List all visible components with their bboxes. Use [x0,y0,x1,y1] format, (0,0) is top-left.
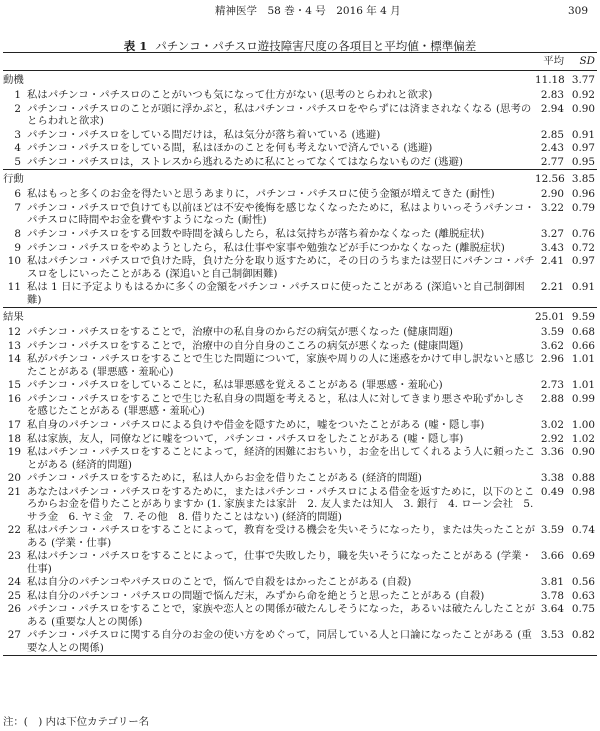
item-mean: 3.59 [540,326,564,339]
page-number: 309 [568,5,589,17]
item-mean: 3.02 [540,418,564,431]
item-sd: 0.91 [571,281,595,294]
item-text: 私はパチンコ・パチスロで負けた時，負けた分を取り返すために，その日のうちまたは翌日にパチンコ・パチスロをしにいったことがある (深追いと自己制御困難) [27,255,535,280]
item-number: 23 [7,550,21,563]
table-row [3,89,597,103]
item-number: 20 [7,472,21,485]
table-row [3,603,597,629]
item-mean: 3.62 [540,339,564,352]
item-sd: 0.88 [571,472,595,485]
item-mean: 2.88 [540,392,564,405]
item-mean: 2.77 [540,155,564,168]
running-head [0,0,600,20]
mean-column-header: 平均 [535,53,568,71]
item-sd: 0.97 [571,255,595,268]
table-row [3,419,597,433]
item-mean: 3.38 [540,472,564,485]
item-text: 私は 1 日に予定よりもはるかに多くの金額をパチンコ・パチスロに使ったことがある (深追いと自己制御困難) [27,281,525,306]
item-text: パチンコ・パチスロをしている間だけは，私は気分が落ち着いている (逃避) [27,128,381,141]
section-mean: 12.56 [535,170,568,189]
item-text: パチンコ・パチスロをすることで，治療中の私自身のからだの病気が悪くなった (健康問題) [27,326,453,339]
item-text: パチンコ・パチスロをしていることに，私は罪悪感を覚えることがある (罪悪感・羞恥心) [27,379,443,392]
item-mean: 3.22 [540,201,564,214]
item-number: 16 [7,392,21,405]
table-row [3,379,597,393]
item-number: 22 [7,524,21,537]
item-sd: 1.02 [571,432,595,445]
item-number: 21 [7,485,21,498]
item-number: 4 [14,142,21,155]
item-sd: 0.75 [571,603,595,616]
item-mean: 3.66 [540,550,564,563]
item-sd: 0.76 [571,227,595,240]
table-header-row [3,53,597,71]
item-number: 8 [14,227,21,240]
item-text: 私は自分のパチンコ・パチスロの問題で悩んだ末，みずから命を絶とうと思ったことがある (自殺) [27,589,485,602]
section-mean: 11.18 [535,74,565,86]
table-row [3,524,597,550]
item-text: パチンコ・パチスロをするために，私は人からお金を借りたことがある (経済的問題) [27,472,422,485]
item-number: 24 [7,576,21,589]
item-sd: 0.66 [571,339,595,352]
table-row [3,242,597,256]
item-mean: 3.81 [540,576,564,589]
item-sd: 0.69 [571,550,595,563]
item-mean: 2.92 [540,432,564,445]
item-mean: 3.78 [540,589,564,602]
item-sd: 0.56 [571,576,595,589]
section-name: 動機 [3,74,24,86]
item-sd: 0.91 [571,128,595,141]
item-mean: 3.64 [540,603,564,616]
item-number: 6 [14,188,21,201]
item-sd: 0.95 [571,155,595,168]
section-row [3,170,597,189]
table-row [3,142,597,156]
item-mean: 0.49 [540,485,564,498]
scale-table [3,52,597,656]
table-row [3,353,597,379]
section-name: 行動 [3,170,535,189]
item-mean: 2.41 [540,255,564,268]
table-row [3,228,597,242]
table-row [3,202,597,228]
item-text: 私自身のパチンコ・パチスロによる負けや借金を隠すために，嘘をついたことがある (嘘・隠し事) [27,418,485,431]
table-row [3,255,597,281]
item-mean: 2.43 [540,142,564,155]
item-mean: 3.43 [540,241,564,254]
item-sd: 1.01 [571,379,595,392]
item-mean: 3.53 [535,629,568,656]
item-mean: 2.73 [540,379,564,392]
item-text: パチンコ・パチスロをすることで，家族や恋人との関係が破たんしそうになった，あるいは破たんしたことがある (重要な人との関係) [27,603,535,628]
item-mean: 3.59 [540,524,564,537]
table-row [3,326,597,340]
item-number: 1 [14,89,21,101]
item-text: パチンコ・パチスロのことが頭に浮かぶと，私はパチンコ・パチスロをやらずには済まされなくなる (思考のとらわれと欲求) [27,102,532,127]
section-mean: 25.01 [535,308,568,327]
item-sd: 0.90 [571,446,595,459]
item-sd: 0.96 [571,188,595,201]
table-row [3,156,597,170]
table-row [3,576,597,590]
table-body [3,53,597,656]
item-mean: 2.83 [540,89,564,101]
item-number: 19 [7,446,21,459]
item-sd: 1.01 [571,353,595,366]
section-sd: 3.77 [571,74,595,86]
item-text: 私はパチンコ・パチスロをすることによって，教育を受ける機会を失いそうになったり，または失ったことがある (学業・仕事) [27,524,535,549]
table-note: 注：( ) 内は下位カテゴリー名 [3,716,150,728]
scale-table-grid [3,52,597,656]
item-text: パチンコ・パチスロは，ストレスから逃れるために私にとってなくてはならないものだ (逃避) [27,155,463,168]
table-row [3,550,597,576]
item-sd: 0.92 [571,89,595,101]
table-label: 表 1 [123,39,148,53]
table-row [3,472,597,486]
item-number: 5 [14,155,21,168]
item-sd: 1.00 [571,418,595,431]
item-mean: 2.85 [540,128,564,141]
item-sd: 0.79 [571,201,595,214]
item-number: 18 [7,432,21,445]
item-text: パチンコ・パチスロをする回数や時間を減らしたら，私は気持ちが落ち着かなくなった (離脱症状) [27,227,485,240]
item-text: 私がパチンコ・パチスロをすることで生じた問題について，家族や周りの人に迷惑をかけて申し訳ないと感じたことがある (罪悪感・羞恥心) [27,353,535,378]
item-number: 26 [7,603,21,616]
item-sd: 0.97 [571,142,595,155]
item-number: 7 [14,201,21,214]
table-row [3,590,597,604]
table-row [3,281,597,308]
item-text: パチンコ・パチスロで負けても以前ほどは不安や後悔を感じなくなったために，私はよりいっそうパチンコ・パチスロに時間やお金を費やすようになった (耐性) [27,201,535,227]
item-sd: 0.68 [571,326,595,339]
item-text: 私はパチンコ・パチスロをすることによって，仕事で失敗したり，職を失いそうになったことがある (学業・仕事) [27,550,532,575]
journal-citation: 精神医学 58 巻・4 号 2016 年 4 月 [215,5,401,17]
item-sd: 0.72 [571,241,595,254]
item-text: パチンコ・パチスロをすることで，治療中の自分自身のこころの病気が悪くなった (健康問題) [27,339,464,352]
item-sd: 0.82 [568,629,597,656]
section-sd: 3.85 [568,170,597,189]
item-text: パチンコ・パチスロをやめようとしたら，私は仕事や家事や勉強などが手につかなくなった (離脱症状) [27,241,505,254]
item-text: 私はパチンコ・パチスロをすることによって，経済的困難におちいり，お金を出してくれるよう人に頼ったことがある (経済的問題) [27,446,535,471]
item-number: 3 [14,128,21,141]
item-mean: 3.27 [540,227,564,240]
item-number: 14 [7,353,21,366]
item-sd: 0.98 [571,485,595,498]
table-row [3,446,597,472]
item-number: 12 [7,326,21,339]
section-row [3,308,597,327]
item-text: 私はもっと多くのお金を得たいと思うあまりに，パチンコ・パチスロに使う金額が増えてきた (耐性) [27,188,495,201]
item-text: 私は自分のパチンコやパチスロのことで，悩んで自殺をはかったことがある (自殺) [27,576,412,589]
section-name: 結果 [3,308,535,327]
sd-column-header: SD [568,53,597,71]
item-text: 私はパチンコ・パチスロのことがいつも気になって仕方がない (思考のとらわれと欲求) [27,89,433,101]
item-sd: 0.74 [571,524,595,537]
item-text: あなたはパチンコ・パチスロをするために，またはパチンコ・パチスロによる借金を返すために，以下のところからお金を借りたことがありますか (1. 家族または家計 2. 友人または知人 3. 銀行 4. ローン会社 5. サラ金 6. ヤミ金 7. その他 8. 借りたことはない) (経済的問題) [27,485,535,523]
item-text: パチンコ・パチスロに関する自分のお金の使い方をめぐって，同居している人と口論になったことがある (重要な人との関係) [27,629,535,656]
table-row [3,129,597,143]
item-mean: 2.94 [540,102,564,115]
section-row [3,71,597,90]
item-mean: 2.90 [540,188,564,201]
item-number: 9 [14,241,21,254]
table-row [3,393,597,419]
item-sd: 0.63 [571,589,595,602]
item-text: 私は家族，友人，同僚などに嘘をついて，パチンコ・パチスロをしたことがある (嘘・隠し事) [27,432,464,445]
item-number: 13 [7,339,21,352]
table-row [3,340,597,354]
table-row [3,433,597,447]
item-number: 2 [14,102,21,115]
table-row [3,103,597,129]
table-row [3,486,597,524]
item-sd: 0.90 [571,102,595,115]
table-title: パチンコ・パチスロ遊技障害尺度の各項目と平均値・標準偏差 [155,39,477,53]
item-number: 17 [7,418,21,431]
item-number: 27 [3,629,27,656]
table-row [3,188,597,202]
item-number: 11 [7,281,21,294]
item-number: 15 [7,379,21,392]
item-mean: 2.96 [540,353,564,366]
item-mean: 2.21 [540,281,564,294]
item-mean: 3.36 [540,446,564,459]
item-number: 10 [7,255,21,268]
item-text: パチンコ・パチスロをしている間，私はほかのことを何も考えないで済んでいる (逃避) [27,142,433,155]
section-sd: 9.59 [568,308,597,327]
item-text: パチンコ・パチスロをすることで生じた私自身の問題を考えると，私は人に対してきまり悪さや恥ずかしさを感じたことがある (罪悪感・羞恥心) [27,392,525,418]
item-sd: 0.99 [571,392,595,405]
table-row [3,629,597,656]
item-number: 25 [7,589,21,602]
